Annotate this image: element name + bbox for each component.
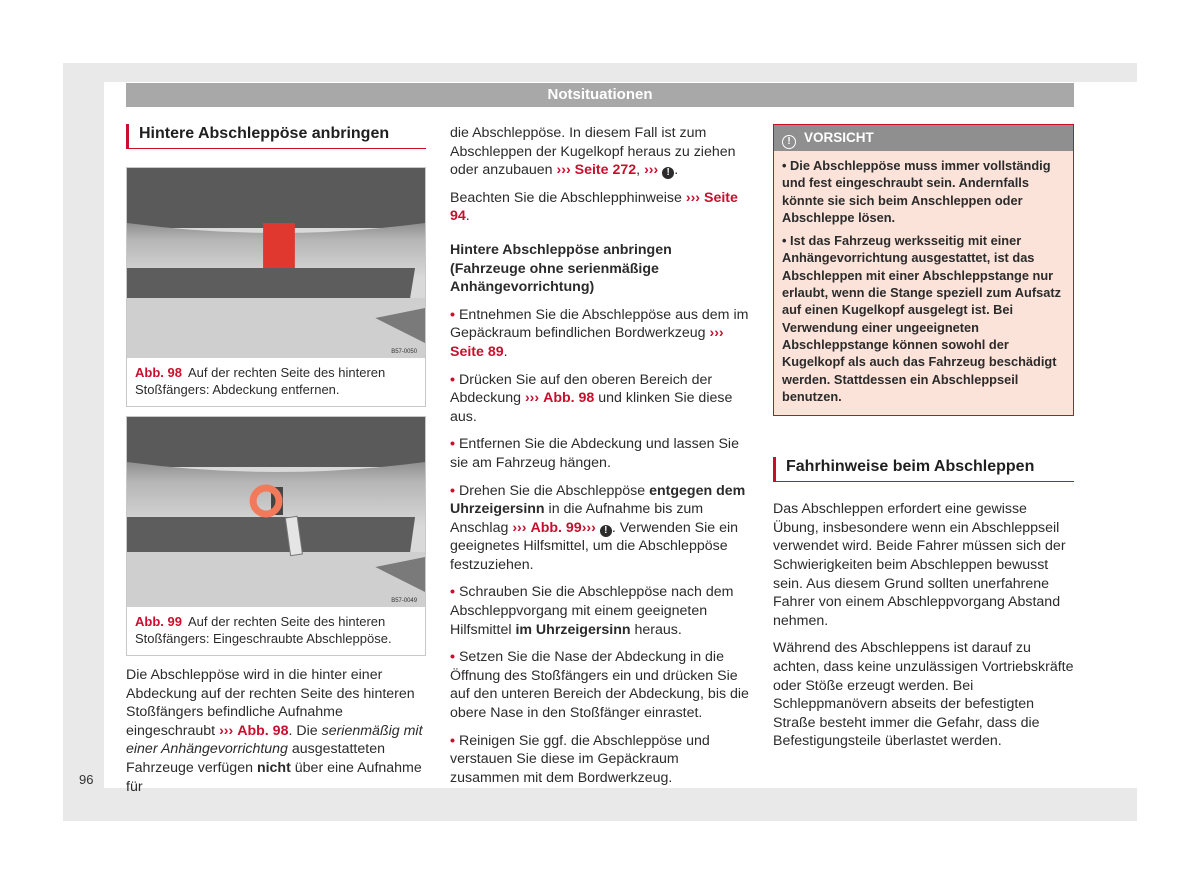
arrows-icon: ››› [685,189,701,206]
caution-item [782,232,1065,405]
column-right [773,124,1074,760]
step-7 [450,732,750,788]
chapter-header: Notsituationen [126,83,1074,107]
figure-99-caption-text: Auf der rechten Seite des hinteren Stoßfängers: Eingeschraubte Abschleppöse. [135,614,392,646]
paragraph-continuation [450,124,750,180]
caution-text: Ist das Fahrzeug werksseitig mit einer Anhängevorrichtung ausgestattet, ist das Abschleppen mit einer Abschleppstange nur erlaubt, wenn die Stange speziell zum Aufsatz auf einen Kugelkopf ausgelegt ist. Bei Verwendung einer ungeeigneten Abschleppstange können sowohl der Kugelkopf als auch das Fahrzeug beschädigt werden. Stattdessen ein Abschleppseil benutzen. [782,233,1061,404]
link-abb-98[interactable]: Abb. 98 [237,722,289,739]
bullet-icon: • [782,233,787,249]
text-run: über eine Aufnahme für [126,759,422,795]
text-run: , [636,162,645,179]
text-run: Reinigen Sie ggf. die Abschleppöse und verstauen Sie diese im Gepäckraum zusammen mit dem Bordwerkzeug. [450,732,710,786]
text-run: Drehen Sie die Abschleppöse [458,482,650,499]
text-run: in die Aufnahme bis zum Anschlag [450,501,704,536]
figure-98-code: B57-0050 [391,348,418,356]
caution-title: VORSICHT [804,130,874,145]
subsection-title: Hintere Abschleppöse anbringen (Fahrzeuge ohne serienmäßige Anhängevorrichtung) [450,241,672,296]
arrows-icon: ››› [709,325,724,342]
text-run: Entnehmen Sie die Abschleppöse aus dem im Gepäckraum befindlichen Bordwerkzeug [450,306,749,342]
bullet-icon: • [450,732,455,749]
column-middle [450,124,750,796]
bullet-icon: • [450,482,455,499]
arrows-icon: ››› [556,162,571,179]
figure-99-code: B57-0049 [391,597,418,605]
section-title-abschleppoese: Hintere Abschleppöse anbringen [126,124,426,149]
bullet-icon: • [450,649,455,666]
caution-text: Die Abschleppöse muss immer vollständig und fest eingeschraubt sein. Andernfalls könnte sie sich beim Anschleppen oder Abschleppe lösen. [782,158,1051,225]
text-run: . Verwenden Sie ein geeignetes Hilfsmittel, um die Abschleppöse festzuziehen. [450,519,739,573]
warning-icon[interactable]: ! [600,525,612,537]
text-run: . Die [288,722,322,739]
arrows-icon: ››› [512,519,527,536]
section-title-fahrhinweise: Fahrhinweise beim Abschleppen [773,457,1074,482]
arrows-icon: ››› [644,162,659,179]
text-bold: nicht [256,759,291,776]
text-run: und klinken Sie diese aus. [450,390,733,425]
step-5 [450,583,750,639]
arrows-icon: ››› [581,519,596,536]
text-run: Die Abschleppöse wird in die hinter einer Abdeckung auf der rechten Seite des hinteren Stoßfängers befindliche Aufnahme eingeschraubt [126,667,415,739]
text-run: . [674,162,679,179]
text-run: . [503,343,508,360]
link-seite-89[interactable]: Seite 89 [450,343,504,360]
text-run: die Abschleppöse. In diesem Fall ist zum Abschleppen der Kugelkopf heraus zu ziehen oder anzubauen [450,125,736,179]
text-run: Drücken Sie auf den oberen Bereich der Abdeckung [450,371,713,407]
warning-icon[interactable]: ! [662,167,674,179]
text-run: Schrauben Sie die Abschleppöse nach dem Abschleppvorgang mit einem geeigneten Hilfsmittel [450,584,734,638]
figure-98-tag: Abb. 98 [135,365,182,380]
figure-99-image [127,417,425,607]
figure-99-caption [127,607,425,655]
text-run: Beachten Sie die Abschlepphinweise [450,189,686,206]
figure-98 [126,167,426,407]
figure-98-caption [127,358,425,406]
page-number: 96 [79,772,94,787]
step-3 [450,435,750,472]
link-abb-99[interactable]: Abb. 99 [530,519,582,536]
paragraph-fahrhinweise-1: Das Abschleppen erfordert eine gewisse Übung, insbesondere wenn ein Abschleppseil verwendet wird. Beide Fahrer müssen sich der Schwierigkeiten beim Abschleppen bewusst sein. Aus diesem Grund sollten unerfahrene Fahrer von einem Abschleppvorgang Abstand nehmen. [773,501,1066,629]
figure-98-caption-text: Auf der rechten Seite des hinteren Stoßfängers: Abdeckung entfernen. [135,365,386,397]
text-bold: im Uhrzeigersinn [515,621,631,638]
caution-box [773,124,1074,416]
bullet-icon: • [450,371,455,388]
text-run: ausgestatteten Fahrzeuge verfügen [126,741,385,776]
arrows-icon: ››› [219,722,234,739]
figure-99 [126,416,426,656]
figure-98-image [127,168,425,358]
step-4 [450,482,750,575]
caution-icon: ! [782,135,796,149]
paragraph-hinweise [450,189,750,226]
text-run: Setzen Sie die Nase der Abdeckung in die Öffnung des Stoßfängers ein und drücken Sie auf den unteren Bereich der Abdeckung, bis die obere Nase in den Stoßfänger einrastet. [450,649,749,722]
caution-item [782,157,1065,226]
caution-body [774,151,1073,415]
caution-header [774,125,1073,151]
figure-99-tag: Abb. 99 [135,614,182,629]
text-run: heraus. [630,621,682,638]
text-run: . [465,208,470,225]
column-left [126,124,426,805]
text-italic: serienmäßig mit einer Anhängevorrichtung [126,722,423,758]
step-6 [450,648,750,722]
bullet-icon: • [450,436,455,453]
link-seite-272[interactable]: Seite 272 [574,162,637,179]
paragraph-intro [126,666,426,796]
paragraph-fahrhinweise-2: Während des Abschleppens ist darauf zu achten, dass keine unzulässigen Vortriebskräfte oder Stöße erzeugt werden. Bei Schleppmanövern abseits der befestigten Straße besteht immer die Gefahr, dass die Befestigungsteile überlastet werden. [773,640,1074,750]
step-2 [450,371,750,427]
link-abb-98[interactable]: Abb. 98 [543,390,595,407]
text-run: Entfernen Sie die Abdeckung und lassen Sie sie am Fahrzeug hängen. [450,436,739,471]
bullet-icon: • [450,584,455,601]
arrows-icon: ››› [524,390,540,407]
bullet-icon: • [782,158,787,173]
step-1 [450,306,750,362]
bullet-icon: • [450,306,455,323]
text-bold: entgegen dem Uhrzeigersinn [450,482,746,518]
link-seite-94[interactable]: Seite 94 [450,189,738,225]
